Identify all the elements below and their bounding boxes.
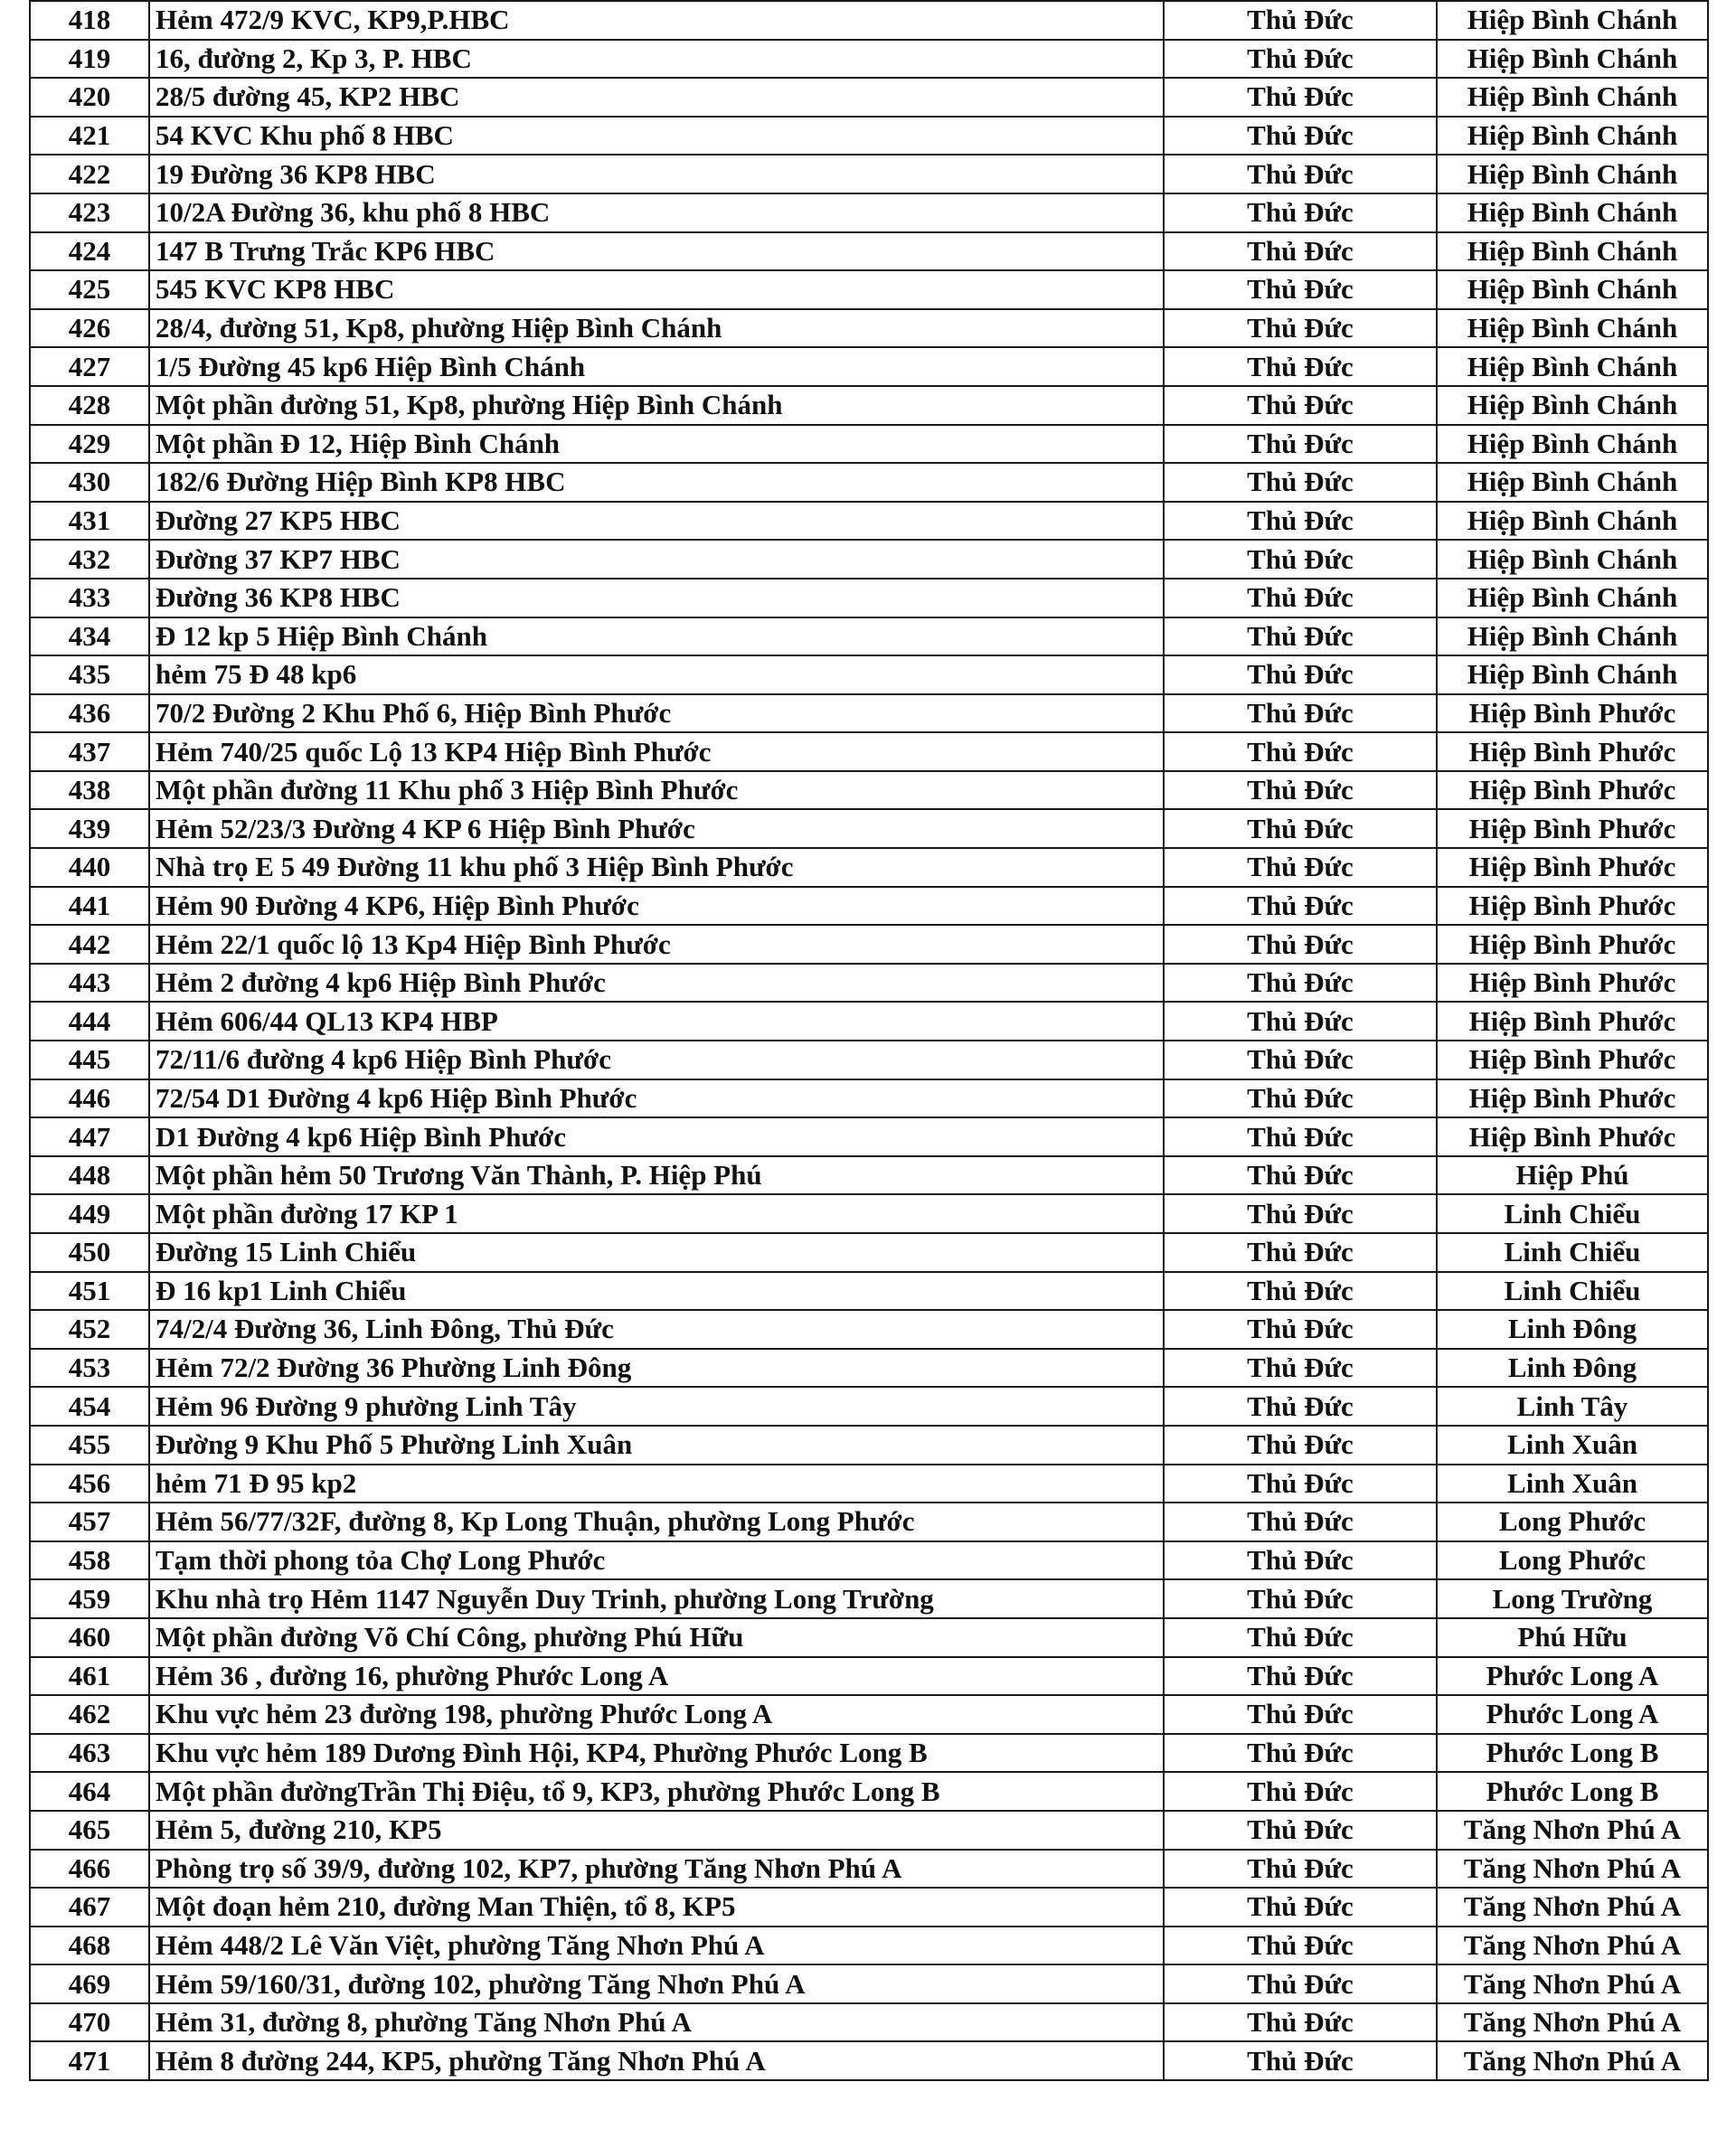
location-cell: Hẻm 36 , đường 16, phường Phước Long A <box>149 1657 1164 1696</box>
district-cell: Thủ Đức <box>1164 193 1437 232</box>
table-row <box>30 1041 1708 1079</box>
row-number-cell: 431 <box>30 502 149 541</box>
row-number-cell: 450 <box>30 1233 149 1272</box>
row-number-cell: 426 <box>30 309 149 348</box>
ward-cell: Hiệp Bình Phước <box>1437 694 1708 733</box>
ward-cell: Hiệp Bình Chánh <box>1437 270 1708 309</box>
table-row <box>30 1503 1708 1541</box>
ward-cell: Linh Tây <box>1437 1387 1708 1426</box>
ward-cell: Hiệp Bình Chánh <box>1437 309 1708 348</box>
ward-cell: Hiệp Bình Chánh <box>1437 40 1708 79</box>
district-cell: Thủ Đức <box>1164 1117 1437 1156</box>
ward-cell: Hiệp Bình Phước <box>1437 1041 1708 1079</box>
location-cell: D1 Đường 4 kp6 Hiệp Bình Phước <box>149 1117 1164 1156</box>
ward-cell: Hiệp Bình Phước <box>1437 925 1708 964</box>
table-row <box>30 732 1708 771</box>
district-cell: Thủ Đức <box>1164 1811 1437 1850</box>
ward-cell: Linh Xuân <box>1437 1465 1708 1503</box>
ward-cell: Hiệp Bình Chánh <box>1437 617 1708 656</box>
district-cell: Thủ Đức <box>1164 1 1437 40</box>
row-number-cell: 458 <box>30 1541 149 1580</box>
ward-cell: Phú Hữu <box>1437 1618 1708 1657</box>
district-cell: Thủ Đức <box>1164 732 1437 771</box>
table-row <box>30 1117 1708 1156</box>
district-cell: Thủ Đức <box>1164 1964 1437 2003</box>
ward-cell: Tăng Nhơn Phú A <box>1437 2003 1708 2042</box>
location-cell: Hẻm 52/23/3 Đường 4 KP 6 Hiệp Bình Phước <box>149 809 1164 848</box>
row-number-cell: 448 <box>30 1156 149 1195</box>
location-cell: Khu nhà trọ Hẻm 1147 Nguyễn Duy Trinh, phường Long Trường <box>149 1579 1164 1618</box>
ward-cell: Linh Chiểu <box>1437 1233 1708 1272</box>
row-number-cell: 460 <box>30 1618 149 1657</box>
district-cell: Thủ Đức <box>1164 617 1437 656</box>
row-number-cell: 424 <box>30 232 149 271</box>
location-cell: Tạm thời phong tỏa Chợ Long Phước <box>149 1541 1164 1580</box>
district-cell: Thủ Đức <box>1164 809 1437 848</box>
table-row <box>30 1349 1708 1388</box>
row-number-cell: 457 <box>30 1503 149 1541</box>
table-row <box>30 964 1708 1003</box>
ward-cell: Hiệp Bình Chánh <box>1437 425 1708 464</box>
ward-cell: Long Phước <box>1437 1503 1708 1541</box>
location-cell: Đường 9 Khu Phố 5 Phường Linh Xuân <box>149 1426 1164 1465</box>
ward-cell: Tăng Nhơn Phú A <box>1437 1888 1708 1927</box>
location-cell: Hẻm 56/77/32F, đường 8, Kp Long Thuận, phường Long Phước <box>149 1503 1164 1541</box>
table-row <box>30 386 1708 425</box>
district-cell: Thủ Đức <box>1164 463 1437 502</box>
row-number-cell: 461 <box>30 1657 149 1696</box>
location-cell: hẻm 75 Đ 48 kp6 <box>149 655 1164 694</box>
table-row <box>30 270 1708 309</box>
table-row <box>30 1850 1708 1889</box>
table-row <box>30 925 1708 964</box>
district-cell: Thủ Đức <box>1164 1618 1437 1657</box>
table-row <box>30 1618 1708 1657</box>
location-cell: Hẻm 96 Đường 9 phường Linh Tây <box>149 1387 1164 1426</box>
table-row <box>30 1194 1708 1233</box>
district-cell: Thủ Đức <box>1164 1927 1437 1965</box>
district-cell: Thủ Đức <box>1164 925 1437 964</box>
district-cell: Thủ Đức <box>1164 1272 1437 1311</box>
row-number-cell: 446 <box>30 1079 149 1118</box>
table-row <box>30 1695 1708 1734</box>
ward-cell: Linh Đông <box>1437 1349 1708 1388</box>
table-row <box>30 1927 1708 1965</box>
location-cell: 16, đường 2, Kp 3, P. HBC <box>149 40 1164 79</box>
ward-cell: Hiệp Bình Phước <box>1437 1079 1708 1118</box>
location-cell: Hẻm 472/9 KVC, KP9,P.HBC <box>149 1 1164 40</box>
table-row <box>30 40 1708 79</box>
location-cell: Khu vực hẻm 189 Dương Đình Hội, KP4, Phường Phước Long B <box>149 1734 1164 1773</box>
table-row <box>30 1272 1708 1311</box>
district-cell: Thủ Đức <box>1164 1503 1437 1541</box>
row-number-cell: 469 <box>30 1964 149 2003</box>
district-cell: Thủ Đức <box>1164 386 1437 425</box>
district-cell: Thủ Đức <box>1164 1156 1437 1195</box>
location-cell: Một đoạn hẻm 210, đường Man Thiện, tổ 8, KP5 <box>149 1888 1164 1927</box>
location-cell: Một phần đường 51, Kp8, phường Hiệp Bình Chánh <box>149 386 1164 425</box>
row-number-cell: 453 <box>30 1349 149 1388</box>
row-number-cell: 440 <box>30 848 149 887</box>
ward-cell: Long Phước <box>1437 1541 1708 1580</box>
district-cell: Thủ Đức <box>1164 540 1437 579</box>
location-cell: Một phần Đ 12, Hiệp Bình Chánh <box>149 425 1164 464</box>
ward-cell: Hiệp Bình Phước <box>1437 771 1708 810</box>
ward-cell: Phước Long B <box>1437 1734 1708 1773</box>
district-cell: Thủ Đức <box>1164 347 1437 386</box>
location-cell: 28/4, đường 51, Kp8, phường Hiệp Bình Chánh <box>149 309 1164 348</box>
ward-cell: Hiệp Bình Phước <box>1437 848 1708 887</box>
location-cell: Hẻm 31, đường 8, phường Tăng Nhơn Phú A <box>149 2003 1164 2042</box>
district-cell: Thủ Đức <box>1164 887 1437 926</box>
district-cell: Thủ Đức <box>1164 1695 1437 1734</box>
district-cell: Thủ Đức <box>1164 40 1437 79</box>
table-row <box>30 1579 1708 1618</box>
table-body <box>30 1 1708 2080</box>
district-cell: Thủ Đức <box>1164 1002 1437 1041</box>
ward-cell: Hiệp Bình Phước <box>1437 887 1708 926</box>
table-row <box>30 1888 1708 1927</box>
table-row <box>30 1772 1708 1811</box>
district-cell: Thủ Đức <box>1164 1888 1437 1927</box>
ward-cell: Hiệp Bình Chánh <box>1437 193 1708 232</box>
table-row <box>30 117 1708 155</box>
location-cell: Đường 37 KP7 HBC <box>149 540 1164 579</box>
table-row <box>30 579 1708 617</box>
location-cell: Một phần đường 17 KP 1 <box>149 1194 1164 1233</box>
location-cell: Một phần đường 11 Khu phố 3 Hiệp Bình Phước <box>149 771 1164 810</box>
table-row <box>30 655 1708 694</box>
ward-cell: Linh Chiểu <box>1437 1272 1708 1311</box>
row-number-cell: 455 <box>30 1426 149 1465</box>
location-cell: hẻm 71 Đ 95 kp2 <box>149 1465 1164 1503</box>
district-cell: Thủ Đức <box>1164 1194 1437 1233</box>
table-row <box>30 1387 1708 1426</box>
district-cell: Thủ Đức <box>1164 1349 1437 1388</box>
table-row <box>30 540 1708 579</box>
location-cell: Hẻm 90 Đường 4 KP6, Hiệp Bình Phước <box>149 887 1164 926</box>
row-number-cell: 437 <box>30 732 149 771</box>
table-row <box>30 193 1708 232</box>
row-number-cell: 466 <box>30 1850 149 1889</box>
table-row <box>30 1 1708 40</box>
row-number-cell: 429 <box>30 425 149 464</box>
district-cell: Thủ Đức <box>1164 309 1437 348</box>
location-cell: Đường 15 Linh Chiểu <box>149 1233 1164 1272</box>
location-cell: Đ 16 kp1 Linh Chiểu <box>149 1272 1164 1311</box>
district-cell: Thủ Đức <box>1164 270 1437 309</box>
district-cell: Thủ Đức <box>1164 1387 1437 1426</box>
location-cell: Hẻm 72/2 Đường 36 Phường Linh Đông <box>149 1349 1164 1388</box>
row-number-cell: 433 <box>30 579 149 617</box>
ward-cell: Hiệp Phú <box>1437 1156 1708 1195</box>
row-number-cell: 445 <box>30 1041 149 1079</box>
location-cell: 70/2 Đường 2 Khu Phố 6, Hiệp Bình Phước <box>149 694 1164 733</box>
table-row <box>30 309 1708 348</box>
district-cell: Thủ Đức <box>1164 1541 1437 1580</box>
district-cell: Thủ Đức <box>1164 655 1437 694</box>
ward-cell: Hiệp Bình Chánh <box>1437 540 1708 579</box>
ward-cell: Tăng Nhơn Phú A <box>1437 1927 1708 1965</box>
location-cell: Phòng trọ số 39/9, đường 102, KP7, phường Tăng Nhơn Phú A <box>149 1850 1164 1889</box>
row-number-cell: 471 <box>30 2041 149 2080</box>
row-number-cell: 421 <box>30 117 149 155</box>
district-cell: Thủ Đức <box>1164 1772 1437 1811</box>
district-cell: Thủ Đức <box>1164 848 1437 887</box>
lockdown-area-table <box>29 0 1709 2081</box>
location-cell: Hẻm 448/2 Lê Văn Việt, phường Tăng Nhơn Phú A <box>149 1927 1164 1965</box>
location-cell: 147 B Trưng Trắc KP6 HBC <box>149 232 1164 271</box>
location-cell: Hẻm 22/1 quốc lộ 13 Kp4 Hiệp Bình Phước <box>149 925 1164 964</box>
table-row <box>30 232 1708 271</box>
table-row <box>30 617 1708 656</box>
ward-cell: Hiệp Bình Chánh <box>1437 347 1708 386</box>
table-row <box>30 155 1708 193</box>
ward-cell: Hiệp Bình Chánh <box>1437 463 1708 502</box>
location-cell: 19 Đường 36 KP8 HBC <box>149 155 1164 193</box>
row-number-cell: 443 <box>30 964 149 1003</box>
row-number-cell: 451 <box>30 1272 149 1311</box>
ward-cell: Linh Xuân <box>1437 1426 1708 1465</box>
district-cell: Thủ Đức <box>1164 425 1437 464</box>
district-cell: Thủ Đức <box>1164 1734 1437 1773</box>
table-row <box>30 1657 1708 1696</box>
district-cell: Thủ Đức <box>1164 771 1437 810</box>
location-cell: 72/54 D1 Đường 4 kp6 Hiệp Bình Phước <box>149 1079 1164 1118</box>
district-cell: Thủ Đức <box>1164 155 1437 193</box>
row-number-cell: 452 <box>30 1310 149 1349</box>
table-row <box>30 2041 1708 2080</box>
ward-cell: Long Trường <box>1437 1579 1708 1618</box>
table-row <box>30 1233 1708 1272</box>
ward-cell: Hiệp Bình Chánh <box>1437 117 1708 155</box>
ward-cell: Hiệp Bình Phước <box>1437 1002 1708 1041</box>
row-number-cell: 444 <box>30 1002 149 1041</box>
table-row <box>30 502 1708 541</box>
district-cell: Thủ Đức <box>1164 1079 1437 1118</box>
table-row <box>30 2003 1708 2042</box>
location-cell: Một phần hẻm 50 Trương Văn Thành, P. Hiệp Phú <box>149 1156 1164 1195</box>
district-cell: Thủ Đức <box>1164 1465 1437 1503</box>
ward-cell: Hiệp Bình Phước <box>1437 1117 1708 1156</box>
ward-cell: Hiệp Bình Chánh <box>1437 232 1708 271</box>
district-cell: Thủ Đức <box>1164 502 1437 541</box>
row-number-cell: 434 <box>30 617 149 656</box>
ward-cell: Hiệp Bình Chánh <box>1437 502 1708 541</box>
row-number-cell: 427 <box>30 347 149 386</box>
row-number-cell: 438 <box>30 771 149 810</box>
location-cell: 72/11/6 đường 4 kp6 Hiệp Bình Phước <box>149 1041 1164 1079</box>
ward-cell: Linh Chiểu <box>1437 1194 1708 1233</box>
row-number-cell: 459 <box>30 1579 149 1618</box>
ward-cell: Tăng Nhơn Phú A <box>1437 2041 1708 2080</box>
row-number-cell: 418 <box>30 1 149 40</box>
district-cell: Thủ Đức <box>1164 2041 1437 2080</box>
row-number-cell: 467 <box>30 1888 149 1927</box>
district-cell: Thủ Đức <box>1164 694 1437 733</box>
ward-cell: Tăng Nhơn Phú A <box>1437 1811 1708 1850</box>
table-row <box>30 848 1708 887</box>
district-cell: Thủ Đức <box>1164 964 1437 1003</box>
row-number-cell: 425 <box>30 270 149 309</box>
location-cell: 1/5 Đường 45 kp6 Hiệp Bình Chánh <box>149 347 1164 386</box>
row-number-cell: 430 <box>30 463 149 502</box>
ward-cell: Hiệp Bình Chánh <box>1437 655 1708 694</box>
ward-cell: Linh Đông <box>1437 1310 1708 1349</box>
row-number-cell: 470 <box>30 2003 149 2042</box>
table-row <box>30 771 1708 810</box>
table-row <box>30 1964 1708 2003</box>
location-cell: Một phần đườngTrần Thị Điệu, tổ 9, KP3, phường Phước Long B <box>149 1772 1164 1811</box>
district-cell: Thủ Đức <box>1164 1233 1437 1272</box>
table-row <box>30 809 1708 848</box>
row-number-cell: 447 <box>30 1117 149 1156</box>
row-number-cell: 463 <box>30 1734 149 1773</box>
district-cell: Thủ Đức <box>1164 1579 1437 1618</box>
location-cell: Một phần đường Võ Chí Công, phường Phú Hữu <box>149 1618 1164 1657</box>
ward-cell: Hiệp Bình Chánh <box>1437 155 1708 193</box>
row-number-cell: 422 <box>30 155 149 193</box>
location-cell: Đ 12 kp 5 Hiệp Bình Chánh <box>149 617 1164 656</box>
district-cell: Thủ Đức <box>1164 1041 1437 1079</box>
district-cell: Thủ Đức <box>1164 78 1437 117</box>
ward-cell: Phước Long B <box>1437 1772 1708 1811</box>
location-cell: 74/2/4 Đường 36, Linh Đông, Thủ Đức <box>149 1310 1164 1349</box>
table-row <box>30 1734 1708 1773</box>
row-number-cell: 439 <box>30 809 149 848</box>
row-number-cell: 468 <box>30 1927 149 1965</box>
row-number-cell: 423 <box>30 193 149 232</box>
table-row <box>30 78 1708 117</box>
district-cell: Thủ Đức <box>1164 1310 1437 1349</box>
location-cell: 10/2A Đường 36, khu phố 8 HBC <box>149 193 1164 232</box>
row-number-cell: 464 <box>30 1772 149 1811</box>
location-cell: Hẻm 8 đường 244, KP5, phường Tăng Nhơn Phú A <box>149 2041 1164 2080</box>
location-cell: 545 KVC KP8 HBC <box>149 270 1164 309</box>
location-cell: Hẻm 5, đường 210, KP5 <box>149 1811 1164 1850</box>
location-cell: Đường 36 KP8 HBC <box>149 579 1164 617</box>
ward-cell: Hiệp Bình Chánh <box>1437 579 1708 617</box>
district-cell: Thủ Đức <box>1164 1657 1437 1696</box>
table-row <box>30 463 1708 502</box>
ward-cell: Tăng Nhơn Phú A <box>1437 1964 1708 2003</box>
row-number-cell: 454 <box>30 1387 149 1426</box>
district-cell: Thủ Đức <box>1164 579 1437 617</box>
ward-cell: Hiệp Bình Phước <box>1437 809 1708 848</box>
row-number-cell: 420 <box>30 78 149 117</box>
location-cell: Nhà trọ E 5 49 Đường 11 khu phố 3 Hiệp Bình Phước <box>149 848 1164 887</box>
district-cell: Thủ Đức <box>1164 1850 1437 1889</box>
district-cell: Thủ Đức <box>1164 2003 1437 2042</box>
table-row <box>30 1811 1708 1850</box>
table-row <box>30 694 1708 733</box>
row-number-cell: 456 <box>30 1465 149 1503</box>
table-row <box>30 1079 1708 1118</box>
row-number-cell: 465 <box>30 1811 149 1850</box>
row-number-cell: 442 <box>30 925 149 964</box>
table-row <box>30 1002 1708 1041</box>
district-cell: Thủ Đức <box>1164 1426 1437 1465</box>
row-number-cell: 441 <box>30 887 149 926</box>
ward-cell: Phước Long A <box>1437 1657 1708 1696</box>
location-cell: 54 KVC Khu phố 8 HBC <box>149 117 1164 155</box>
ward-cell: Hiệp Bình Phước <box>1437 964 1708 1003</box>
row-number-cell: 419 <box>30 40 149 79</box>
ward-cell: Hiệp Bình Chánh <box>1437 386 1708 425</box>
ward-cell: Tăng Nhơn Phú A <box>1437 1850 1708 1889</box>
location-cell: Hẻm 59/160/31, đường 102, phường Tăng Nhơn Phú A <box>149 1964 1164 2003</box>
table-row <box>30 347 1708 386</box>
ward-cell: Hiệp Bình Chánh <box>1437 78 1708 117</box>
ward-cell: Phước Long A <box>1437 1695 1708 1734</box>
district-cell: Thủ Đức <box>1164 232 1437 271</box>
location-cell: Hẻm 2 đường 4 kp6 Hiệp Bình Phước <box>149 964 1164 1003</box>
table-row <box>30 1310 1708 1349</box>
ward-cell: Hiệp Bình Chánh <box>1437 1 1708 40</box>
district-cell: Thủ Đức <box>1164 117 1437 155</box>
row-number-cell: 436 <box>30 694 149 733</box>
table-row <box>30 1465 1708 1503</box>
row-number-cell: 435 <box>30 655 149 694</box>
table-row <box>30 425 1708 464</box>
table-row <box>30 1541 1708 1580</box>
location-cell: Hẻm 606/44 QL13 KP4 HBP <box>149 1002 1164 1041</box>
ward-cell: Hiệp Bình Phước <box>1437 732 1708 771</box>
row-number-cell: 449 <box>30 1194 149 1233</box>
location-cell: 182/6 Đường Hiệp Bình KP8 HBC <box>149 463 1164 502</box>
row-number-cell: 462 <box>30 1695 149 1734</box>
location-cell: Hẻm 740/25 quốc Lộ 13 KP4 Hiệp Bình Phước <box>149 732 1164 771</box>
table-row <box>30 1156 1708 1195</box>
location-cell: 28/5 đường 45, KP2 HBC <box>149 78 1164 117</box>
location-cell: Đường 27 KP5 HBC <box>149 502 1164 541</box>
location-cell: Khu vực hẻm 23 đường 198, phường Phước Long A <box>149 1695 1164 1734</box>
table-row <box>30 1426 1708 1465</box>
table-row <box>30 887 1708 926</box>
row-number-cell: 428 <box>30 386 149 425</box>
row-number-cell: 432 <box>30 540 149 579</box>
